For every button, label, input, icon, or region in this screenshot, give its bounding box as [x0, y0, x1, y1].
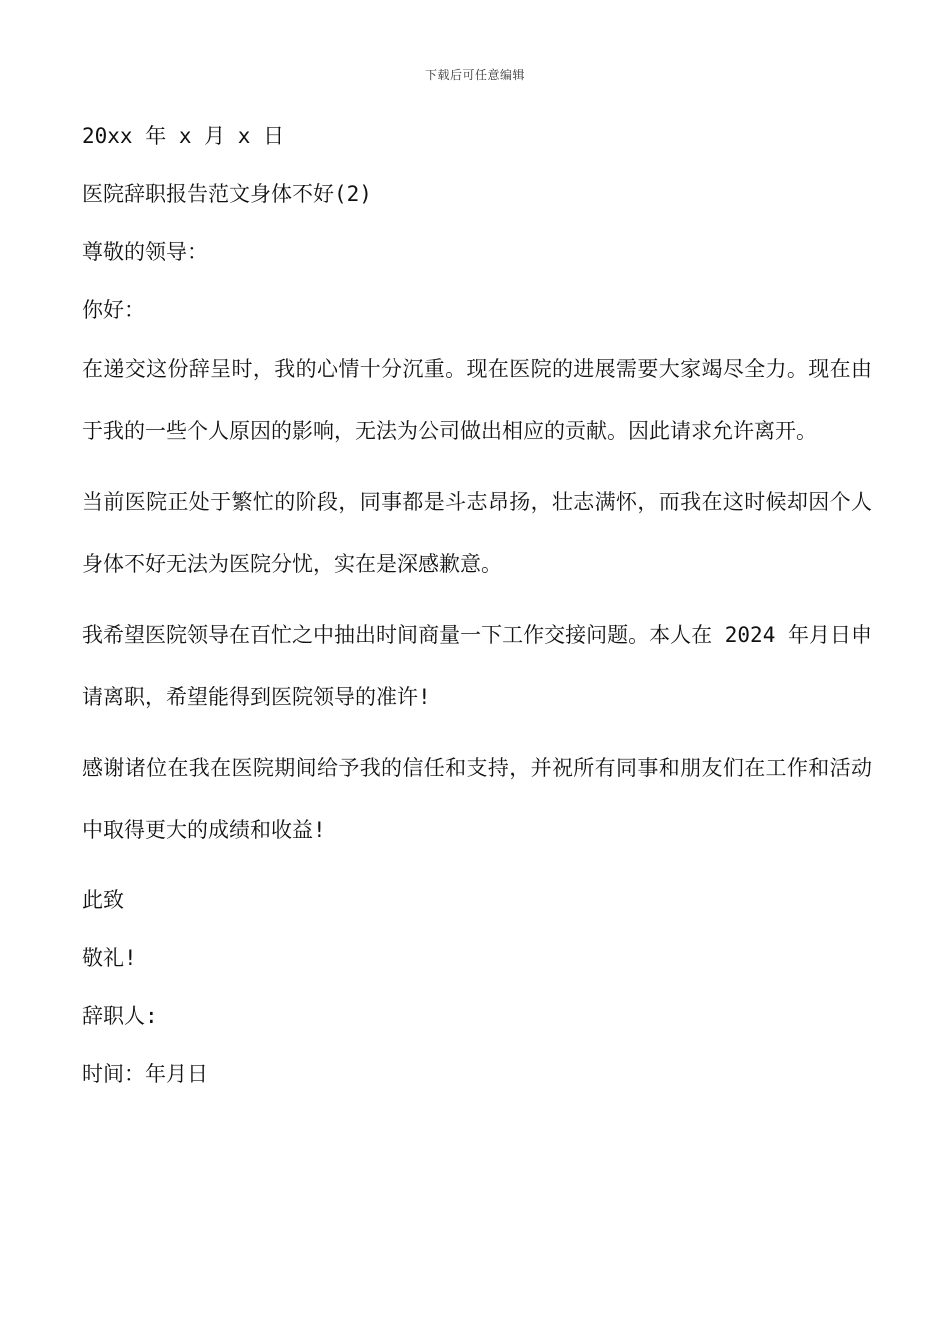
letter-paragraph-4: 感谢诸位在我在医院期间给予我的信任和支持，并祝所有同事和朋友们在工作和活动中取得更大的成绩和收益!	[82, 756, 872, 842]
letter-paragraph-2: 当前医院正处于繁忙的阶段，同事都是斗志昂扬，壮志满怀，而我在这时候却因个人身体不好无法为医院分忧，实在是深感歉意。	[82, 490, 872, 576]
letter-title: 医院辞职报告范文身体不好(2)	[82, 182, 372, 206]
letter-paragraph-1: 在递交这份辞呈时，我的心情十分沉重。现在医院的进展需要大家竭尽全力。现在由于我的一些个人原因的影响，无法为公司做出相应的贡献。因此请求允许离开。	[82, 357, 872, 443]
resignation-letter	[82, 118, 872, 1114]
letter-greeting: 你好：	[82, 298, 145, 322]
letter-signer: 辞职人:	[82, 1004, 158, 1028]
letter-time: 时间：年月日	[82, 1062, 208, 1086]
letter-date: 20xx 年 x 月 x 日	[82, 124, 285, 148]
letter-closing-1: 此致	[82, 888, 124, 912]
letter-paragraph-3: 我希望医院领导在百忙之中抽出时间商量一下工作交接问题。本人在 2024 年月日申请离职，希望能得到医院领导的准许!	[82, 623, 872, 709]
page-header-note: 下载后可任意编辑	[424, 68, 525, 82]
letter-closing-2: 敬礼!	[82, 946, 137, 970]
letter-salutation: 尊敬的领导：	[82, 240, 208, 264]
